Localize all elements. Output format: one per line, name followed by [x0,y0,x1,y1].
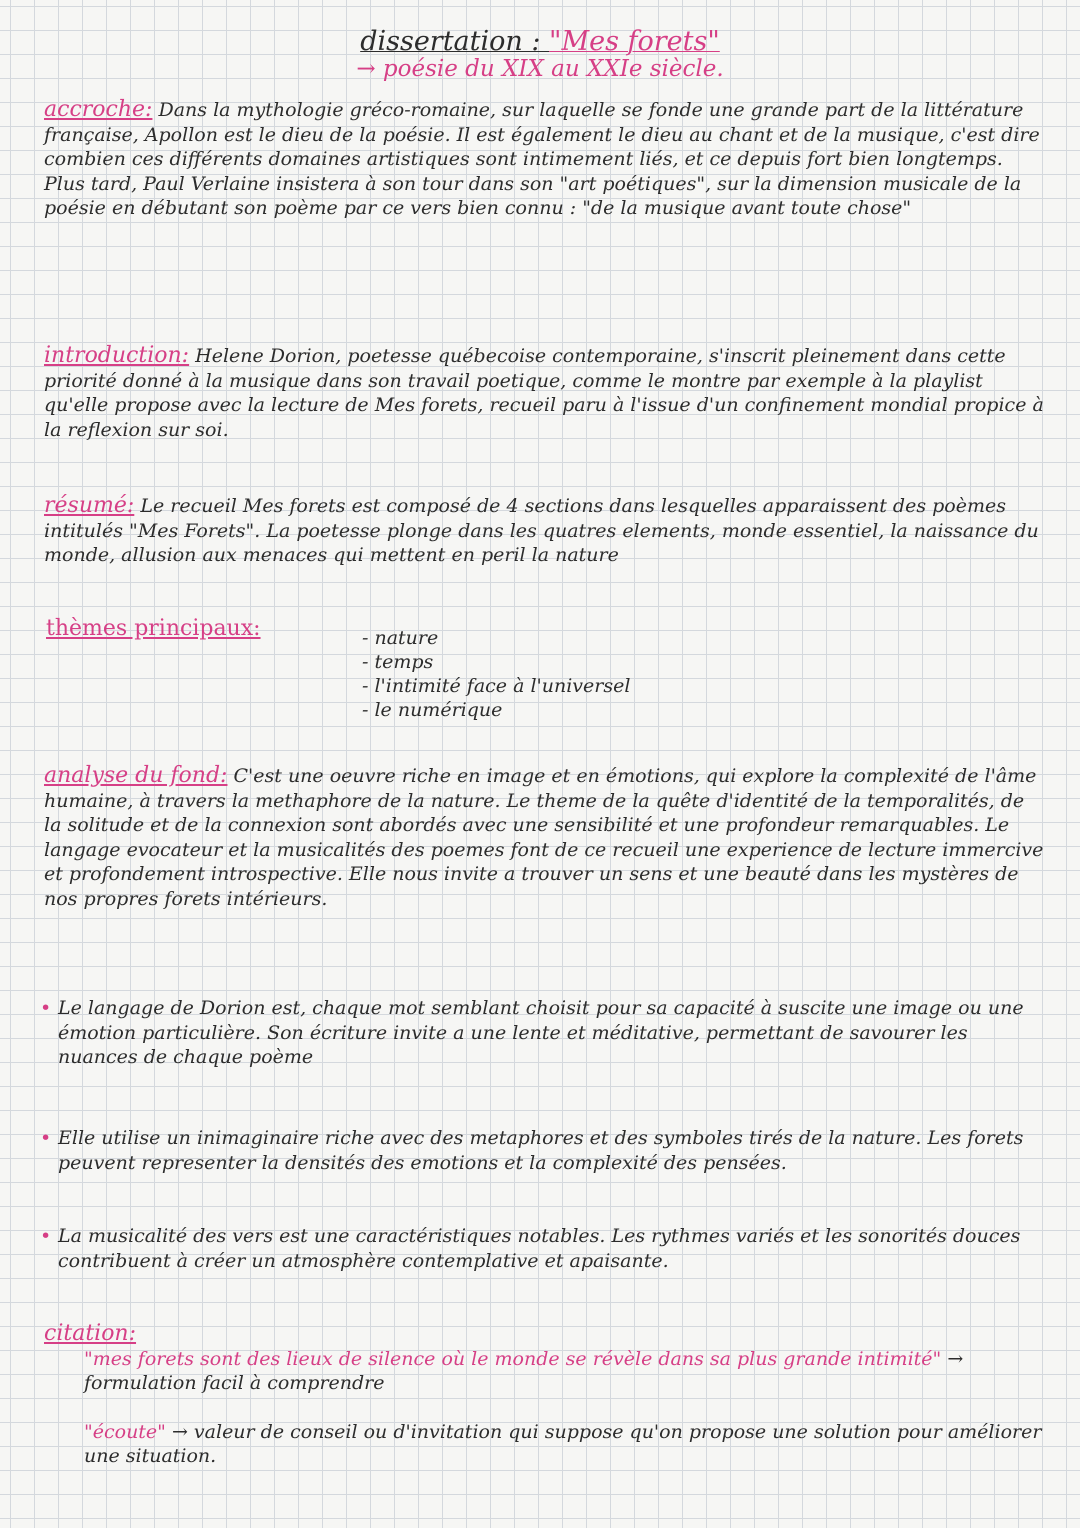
bullet-item: • La musicalité des vers est une caractéristiques notables. Les rythmes variés et les sonorités douces contribuent à créer un atmosphère contemplative et apaisante. [58,1224,1048,1273]
themes-list [362,626,630,722]
citation-1 [44,1347,1044,1396]
resume-label: résumé: [44,493,135,518]
citation-quote: "écoute" [84,1420,166,1443]
analyse-label: analyse du fond: [44,763,228,788]
title-prefix: dissertation : [360,26,550,57]
theme-item: - temps [362,650,630,674]
citation-quote: "mes forets sont des lieux de silence où le monde se révèle dans sa plus grande intimité" [84,1347,942,1370]
citation-comment: → formulation facil à comprendre [84,1347,964,1394]
introduction-label: introduction: [44,343,190,368]
analyse-section [44,764,1044,911]
citation-label: citation: [44,1321,137,1346]
accroche-text: Dans la mythologie gréco-romaine, sur laquelle se fonde une grande part de la littérature française, Apollon est le dieu de la poésie. Il est également le dieu au chant et de la musique, c'est dire combien ces différents domaines artistiques sont intimement liés, et ce depuis fort bien longtemps. Plus tard, Paul Verlaine insistera à son tour dans son "art poétiques", sur la dimension musicale de la poésie en débutant son poème par ce vers bien connu : "de la musique avant toute chose" [44,99,1040,219]
analyse-text: C'est une oeuvre riche en image et en émotions, qui explore la complexité de l'âme humaine, à travers la methaphore de la nature. Le theme de la quête d'identité de la temporalités, de la solitude et de la connexion sont abordés avec une sensibilité et une profondeur remarquables. Le langage evocateur et la musicalités des poemes font de ce recueil une experience de lecture immercive et profondement introspective. Elle nous invite a trouver un sens et une beauté dans les mystères de nos propres forets intérieurs. [44,765,1044,910]
citation-section [44,1322,1044,1469]
citation-2 [44,1420,1044,1469]
citation-comment: → valeur de conseil ou d'invitation qui suppose qu'on propose une solution pour améliorer une situation. [84,1420,1042,1467]
resume-text: Le recueil Mes forets est composé de 4 sections dans lesquelles apparaissent des poèmes intitulés "Mes Forets". La poetesse plonge dans les quatres elements, monde essentiel, la naissance du monde, allusion aux menaces qui mettent en peril la nature [44,495,1039,566]
introduction-section [44,344,1044,442]
theme-item: - l'intimité face à l'universel [362,674,630,698]
title-line-1 [0,26,1080,57]
accroche-label: accroche: [44,97,153,122]
themes-label: thèmes principaux: [46,616,261,641]
theme-item: - nature [362,626,630,650]
bullet-item: • Le langage de Dorion est, chaque mot semblant choisit pour sa capacité à suscite une image ou une émotion particulière. Son écriture invite a une lente et méditative, permettant de savourer les nuances de chaque poème [58,996,1048,1070]
themes-section [46,616,261,641]
accroche-section [44,98,1044,221]
title-line-2: → poésie du XIX au XXIe siècle. [356,56,724,82]
introduction-text: Helene Dorion, poetesse québecoise contemporaine, s'inscrit pleinement dans cette priorité donné à la musique dans son travail poetique, comme le montre par exemple à la playlist qu'elle propose avec la lecture de Mes forets, recueil paru à l'issue d'un confinement mondial propice à la reflexion sur soi. [44,345,1044,441]
resume-section [44,494,1044,568]
title-book: "Mes forets" [549,26,720,57]
theme-item: - le numérique [362,698,630,722]
bullet-item: • Elle utilise un inimaginaire riche avec des metaphores et des symboles tirés de la nature. Les forets peuvent representer la densités des emotions et la complexité des pensées. [58,1126,1048,1175]
